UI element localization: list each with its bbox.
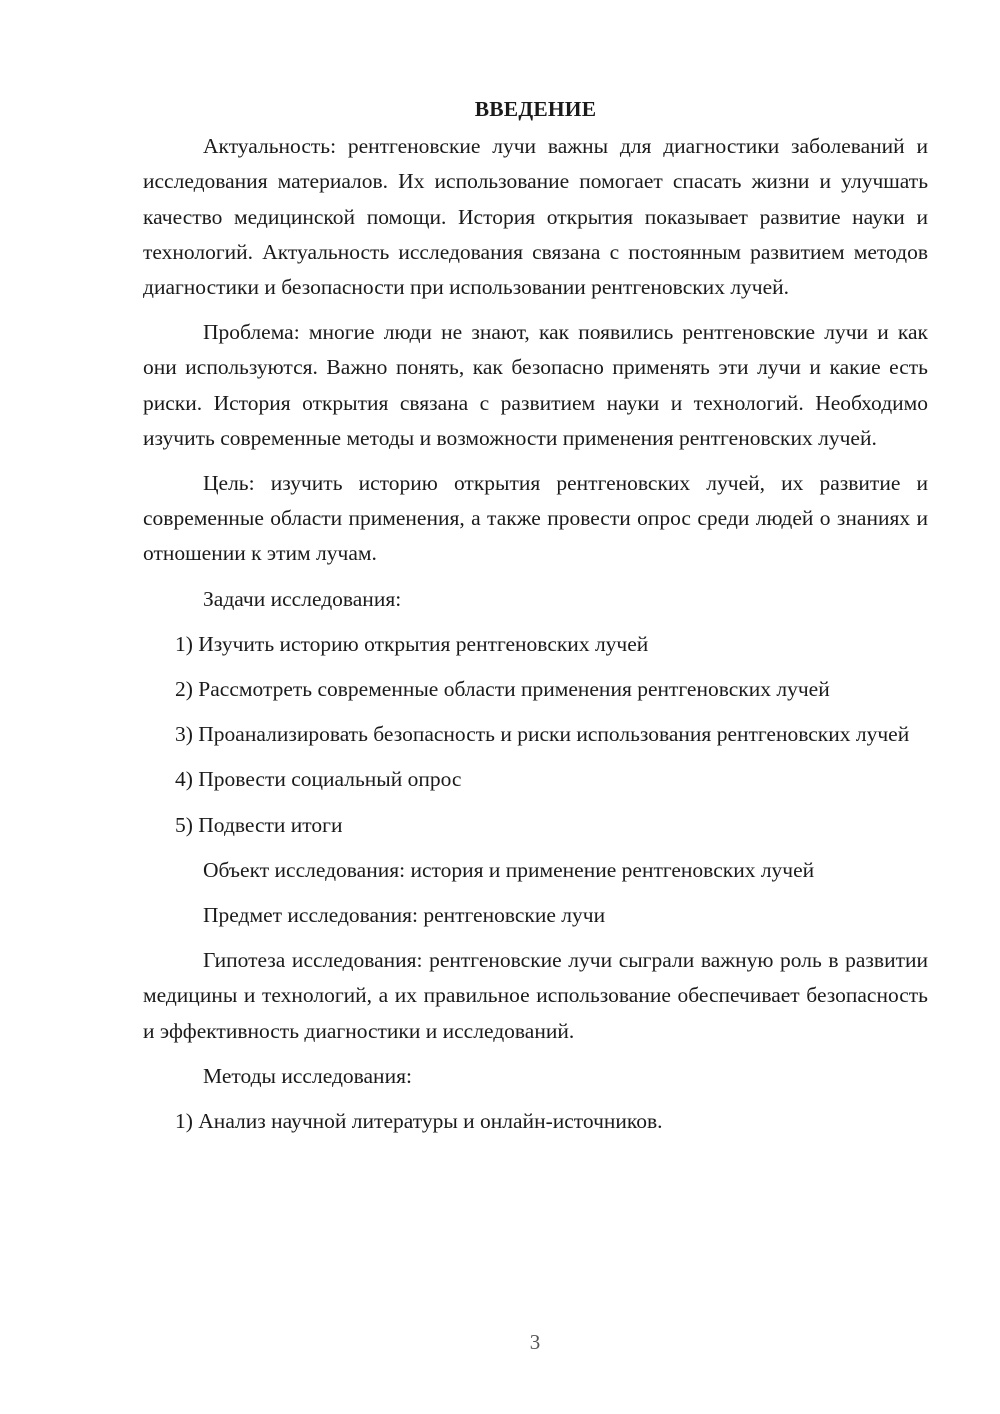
goal-paragraph: Цель: изучить историю открытия рентгеновских лучей, их развитие и современные области применения, а также провести опрос среди людей о знаниях и отношении к этим лучам. (143, 471, 928, 566)
tasks-heading: Задачи исследования: (203, 586, 402, 611)
task-item: 2) Рассмотреть современные области применения рентгеновских лучей (175, 677, 830, 702)
page-title: ВВЕДЕНИЕ (474, 97, 597, 121)
method-item: 1) Анализ научной литературы и онлайн-источников. (175, 1109, 663, 1134)
document-page (143, 92, 928, 1149)
methods-heading: Методы исследования: (203, 1063, 412, 1088)
task-item: 3) Проанализировать безопасность и риски использования рентгеновских лучей (175, 722, 910, 747)
task-item: 5) Подвести итоги (175, 812, 343, 837)
problem-paragraph: Проблема: многие люди не знают, как появились рентгеновские лучи и как они используются. Важно понять, как безопасно применять эти лучи и какие есть риски. История открытия связана с развитием науки и технологий. Необходимо изучить современные методы и возможности применения рентгеновских лучей. (143, 320, 928, 450)
hypothesis-paragraph: Гипотеза исследования: рентгеновские лучи сыграли важную роль в развитии медицины и технологий, а их правильное использование обеспечивает безопасность и эффективность диагностики и исследований. (143, 948, 928, 1043)
relevance-paragraph: Актуальность: рентгеновские лучи важны для диагностики заболеваний и исследования материалов. Их использование помогает спасать жизни и улучшать качество медицинской помощи. История открытия показывает развитие науки и технологий. Актуальность исследования связана с постоянным развитием методов диагностики и безопасности при использовании рентгеновских лучей. (143, 134, 928, 300)
task-item: 4) Провести социальный опрос (175, 767, 462, 792)
subject-line: Предмет исследования: рентгеновские лучи (203, 903, 606, 928)
object-line: Объект исследования: история и применение рентгеновских лучей (203, 857, 815, 882)
page-number: 3 (529, 1330, 541, 1354)
task-item: 1) Изучить историю открытия рентгеновских лучей (175, 631, 649, 656)
